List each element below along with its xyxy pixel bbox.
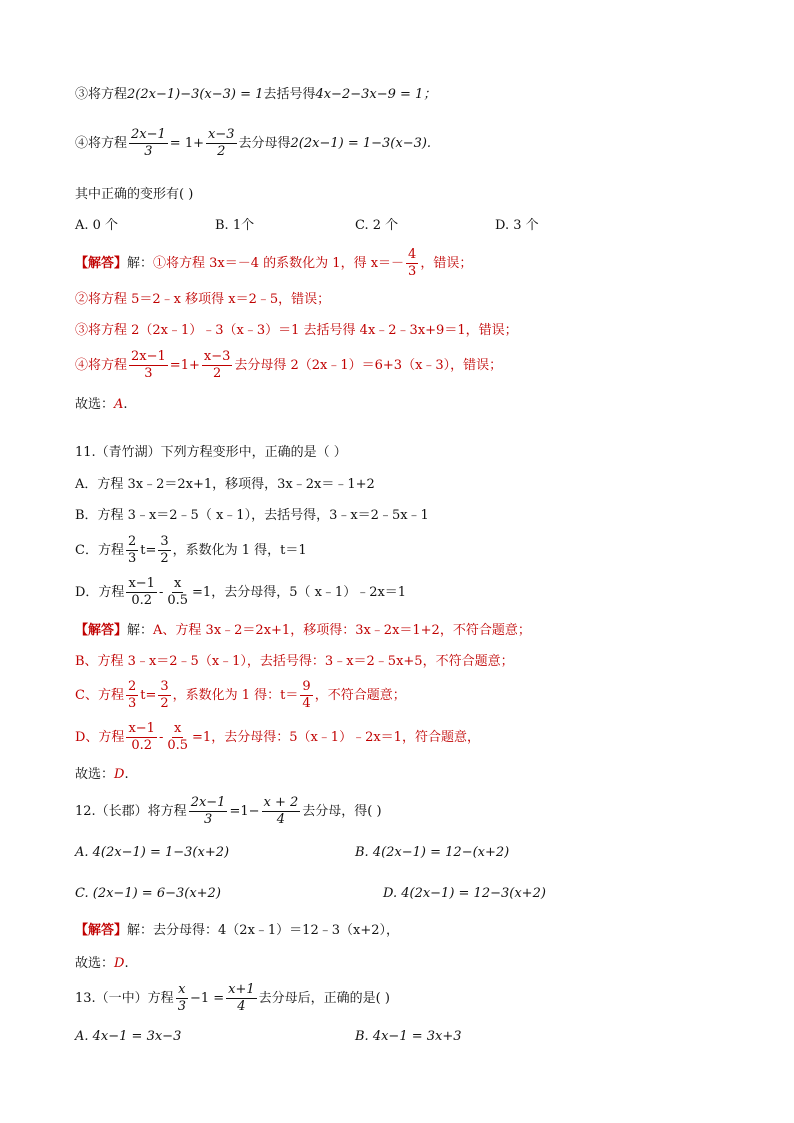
q10-item3-prefix: ③将方程 xyxy=(75,87,128,102)
choose-suffix: . xyxy=(124,956,129,971)
q12-option-b: B. 4(2x−1) = 12−(x+2) xyxy=(355,845,510,860)
q10-option-d: D. 3 个 xyxy=(495,218,539,233)
q10-item4-mid: 去分母得 xyxy=(238,136,291,152)
q13-option-a: A. 4x−1 = 3x−3 xyxy=(75,1029,182,1044)
q11-option-c-var: t= xyxy=(140,543,157,559)
fraction-denominator: 0.5 xyxy=(167,593,189,609)
fraction-denominator: 3 xyxy=(203,812,213,828)
choose-value: D xyxy=(114,767,125,782)
q11-answer-c-suffix: ，不符合题意； xyxy=(314,688,406,704)
q11-option-c-fraction-1 xyxy=(126,535,138,567)
q12-fraction-1 xyxy=(189,796,228,828)
q11-answer-d-prefix: D、方程 xyxy=(75,730,125,746)
q11-option-b: B．方程 3﹣x＝2﹣5（ x﹣1），去括号得，3﹣x＝2﹣5x﹣1 xyxy=(75,508,429,523)
q10-answer-4-suffix: 去分母得 2（2x﹣1）＝6+3（x﹣3），错误； xyxy=(234,358,503,374)
q11-answer-c-fraction-1 xyxy=(126,680,138,712)
q11-answer-d-suffix: =1，去分母得：5（x﹣1）﹣2x＝1，符合题意， xyxy=(192,730,480,746)
fraction-numerator: 2 xyxy=(126,680,138,696)
q11-answer-d-fraction-2 xyxy=(165,722,190,754)
q10-item3-math: 2(2x−1)−3(x−3) = 1 xyxy=(127,87,264,102)
q11-answer-c-fraction-2 xyxy=(158,680,170,712)
q12-fraction-2 xyxy=(262,796,301,828)
choose-prefix: 故选： xyxy=(75,956,115,971)
q10-item4-prefix: ④将方程 xyxy=(75,136,128,152)
q10-answer-4-eq: =1+ xyxy=(169,358,200,374)
q12-option-c: C. (2x−1) = 6−3(x+2) xyxy=(75,886,221,901)
fraction-numerator: 3 xyxy=(158,535,170,551)
fraction-numerator: 9 xyxy=(300,680,312,696)
q10-item4-fraction-2 xyxy=(206,128,237,160)
fraction-denominator: 3 xyxy=(127,696,137,712)
q13-mid: −1 = xyxy=(189,991,225,1007)
fraction-numerator: x−3 xyxy=(206,128,237,144)
q11-option-c xyxy=(75,535,307,567)
q12-answer-text: 去分母得：4（2x﹣1）＝12﹣3（x+2）， xyxy=(153,923,399,938)
q11-option-d-suffix: =1，去分母得，5（ x﹣1）﹣2x＝1 xyxy=(192,585,407,601)
q13-title-prefix: 13.（一中）方程 xyxy=(75,991,174,1007)
q13-title-suffix: 去分母后，正确的是( ) xyxy=(258,991,390,1007)
fraction-denominator: 2 xyxy=(160,696,169,712)
q11-answer-c-var: t= xyxy=(140,688,157,704)
q13-fraction-2 xyxy=(226,983,257,1015)
answer-jie: 解： xyxy=(127,256,154,272)
fraction-numerator: 2x−1 xyxy=(189,796,228,812)
q11-answer-a-text: A、方程 3x﹣2＝2x+1，移项得：3x﹣2x＝1+2，不符合题意； xyxy=(153,623,531,638)
q11-answer-d xyxy=(75,722,480,754)
q10-item3-result: 4x−2−3x−9 = 1； xyxy=(315,87,437,102)
fraction-numerator: x+1 xyxy=(226,983,257,999)
q10-answer-4-fraction-1 xyxy=(129,350,168,382)
choose-suffix: . xyxy=(123,397,128,412)
answer-jie: 解： xyxy=(127,923,154,938)
answer-tag: 【解答】 xyxy=(75,256,128,272)
answer-tag: 【解答】 xyxy=(75,623,128,638)
q13-option-b: B. 4x−1 = 3x+3 xyxy=(355,1029,462,1044)
q11-option-d xyxy=(75,577,406,609)
q12-answer xyxy=(75,924,399,937)
q10-item3-mid: 去括号得 xyxy=(263,87,316,102)
q11-answer-c xyxy=(75,680,406,712)
fraction-numerator: x + 2 xyxy=(262,796,301,812)
q10-answer-line-3: ③将方程 2（2x﹣1）﹣3（x﹣3）＝1 去括号得 4x﹣2﹣3x+9＝1，错误； xyxy=(75,323,518,338)
q11-answer-c-prefix: C、方程 xyxy=(75,688,124,704)
q10-item4-fraction-1 xyxy=(129,128,168,160)
fraction-denominator: 0.5 xyxy=(167,738,189,754)
choose-prefix: 故选： xyxy=(75,767,115,782)
q10-item4-result: 2(2x−1) = 1−3(x−3). xyxy=(290,136,432,152)
choose-prefix: 故选： xyxy=(75,397,115,412)
q11-option-c-prefix: C．方程 xyxy=(75,543,124,559)
fraction-numerator: x xyxy=(172,577,183,593)
q11-choose xyxy=(75,768,129,781)
fraction-denominator: 2 xyxy=(217,144,226,160)
q11-answer-a xyxy=(75,624,531,637)
q10-answer-4-fraction-2 xyxy=(202,350,233,382)
fraction-denominator: 4 xyxy=(276,812,286,828)
fraction-denominator: 3 xyxy=(177,999,186,1015)
fraction-denominator: 2 xyxy=(212,366,222,382)
q12-choose xyxy=(75,957,129,970)
q10-item4-eq: = 1+ xyxy=(169,136,204,152)
q11-answer-b: B、方程 3﹣x＝2﹣5（x﹣1），去括号得：3﹣x＝2﹣5x+5，不符合题意； xyxy=(75,654,514,669)
choose-value: A xyxy=(114,397,124,412)
q10-answer-line-2: ②将方程 5＝2﹣x 移项得 x＝2﹣5，错误； xyxy=(75,292,331,307)
answer-jie: 解： xyxy=(127,623,154,638)
q10-answer-line-4 xyxy=(75,350,502,382)
fraction-denominator: 3 xyxy=(408,264,417,280)
q10-choose xyxy=(75,398,128,411)
q11-option-d-minus: - xyxy=(158,585,164,601)
fraction-numerator: 2 xyxy=(126,535,138,551)
q11-answer-d-minus: - xyxy=(158,730,164,746)
choose-suffix: . xyxy=(124,767,129,782)
fraction-numerator: x−1 xyxy=(126,577,157,593)
fraction-denominator: 3 xyxy=(144,366,153,382)
q12-title xyxy=(75,796,382,828)
q10-answer-1-fraction xyxy=(406,248,418,280)
q11-option-d-fraction-2 xyxy=(165,577,190,609)
q10-answer-1-text: ①将方程 3x＝－4 的系数化为 1，得 x＝－ xyxy=(153,256,405,272)
fraction-denominator: 0.2 xyxy=(131,738,153,754)
q11-answer-c-fraction-3 xyxy=(300,680,312,712)
q10-option-c: C. 2 个 xyxy=(355,218,399,233)
q12-option-d: D. 4(2x−1) = 12−3(x+2) xyxy=(383,886,546,901)
q10-option-a: A. 0 个 xyxy=(75,218,119,233)
fraction-denominator: 2 xyxy=(160,551,169,567)
q10-answer-4-prefix: ④将方程 xyxy=(75,358,128,374)
fraction-denominator: 0.2 xyxy=(131,593,153,609)
q10-item4 xyxy=(75,128,431,160)
q10-item3 xyxy=(75,88,436,101)
q10-question: 其中正确的变形有( ) xyxy=(75,187,194,202)
q12-option-a: A. 4(2x−1) = 1−3(x+2) xyxy=(75,845,230,860)
q12-eq: =1− xyxy=(229,804,260,820)
q10-answer-1-suffix: ，错误； xyxy=(420,256,473,272)
q11-option-a: A．方程 3x﹣2＝2x+1，移项得，3x﹣2x＝﹣1+2 xyxy=(75,477,375,492)
fraction-numerator: 4 xyxy=(406,248,418,264)
q11-title: 11.（青竹湖）下列方程变形中，正确的是（ ） xyxy=(75,445,347,460)
q10-answer-line-1 xyxy=(75,248,472,280)
q13-title xyxy=(75,983,390,1015)
fraction-numerator: x−1 xyxy=(126,722,157,738)
q10-option-b: B. 1个 xyxy=(215,218,255,233)
fraction-numerator: x xyxy=(176,983,187,999)
q11-option-d-fraction-1 xyxy=(126,577,157,609)
fraction-denominator: 3 xyxy=(144,144,153,160)
q12-title-prefix: 12.（长郡）将方程 xyxy=(75,804,187,820)
q12-title-suffix: 去分母，得( ) xyxy=(302,804,382,820)
q11-answer-c-mid: ，系数化为 1 得：t＝ xyxy=(172,688,299,704)
fraction-numerator: x−3 xyxy=(202,350,233,366)
q13-fraction-1 xyxy=(176,983,188,1015)
fraction-numerator: x xyxy=(172,722,183,738)
q11-option-d-prefix: D．方程 xyxy=(75,585,125,601)
fraction-denominator: 4 xyxy=(237,999,246,1015)
q11-option-c-suffix: ，系数化为 1 得，t＝1 xyxy=(172,543,307,559)
fraction-numerator: 2x−1 xyxy=(129,128,168,144)
q11-answer-d-fraction-1 xyxy=(126,722,157,754)
choose-value: D xyxy=(114,956,125,971)
fraction-numerator: 2x−1 xyxy=(129,350,168,366)
q11-option-c-fraction-2 xyxy=(158,535,170,567)
fraction-denominator: 3 xyxy=(127,551,137,567)
fraction-denominator: 4 xyxy=(302,696,311,712)
fraction-numerator: 3 xyxy=(158,680,170,696)
answer-tag: 【解答】 xyxy=(75,923,128,938)
